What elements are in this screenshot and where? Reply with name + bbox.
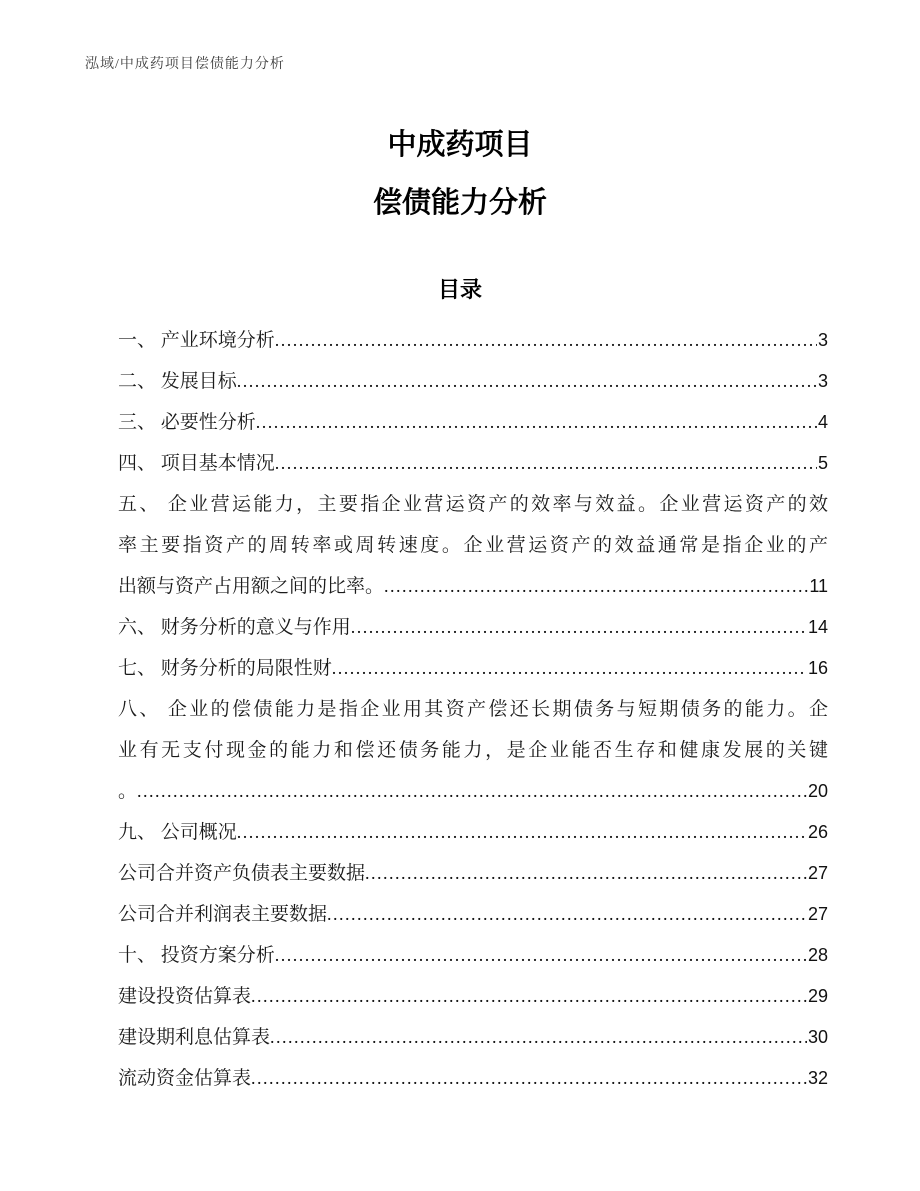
document-header-watermark: 泓域/中成药项目偿债能力分析: [85, 57, 285, 72]
toc-entry-text: 出额与资产占用额之间的比率。: [118, 576, 385, 597]
toc-entry-text: 建设期利息估算表: [118, 1027, 271, 1048]
toc-page-number: 27: [807, 904, 828, 924]
toc-entry-text: 七、 财务分析的局限性财: [118, 658, 332, 679]
dot-leader: [351, 607, 807, 648]
toc-entry-line-last: [118, 443, 828, 484]
toc-entry[interactable]: [118, 812, 828, 853]
toc-entry-line-last: [118, 648, 828, 689]
dot-leader: [275, 443, 817, 484]
toc-entry-line-last: [118, 1058, 828, 1099]
dot-leader: [384, 566, 808, 607]
toc-entry-text: 。: [118, 781, 138, 802]
dot-leader: [332, 648, 807, 689]
toc-entry[interactable]: [118, 853, 828, 894]
toc-page-number: 20: [807, 781, 828, 801]
toc-entry-line-last: [118, 976, 828, 1017]
toc-entry[interactable]: [118, 689, 828, 812]
dot-leader: [251, 1058, 807, 1099]
toc-entry[interactable]: [118, 894, 828, 935]
toc-entry-text: 流动资金估算表: [118, 1068, 252, 1089]
toc-entry[interactable]: [118, 607, 828, 648]
dot-leader: [275, 320, 817, 361]
toc-entry-line-last: [118, 607, 828, 648]
toc-entry-line-last: [118, 402, 828, 443]
toc-entry[interactable]: [118, 361, 828, 402]
toc-page-number: 4: [817, 412, 828, 432]
dot-leader: [256, 402, 817, 443]
toc-page-number: 16: [807, 658, 828, 678]
toc-entry[interactable]: [118, 935, 828, 976]
toc-entry-line-last: [118, 935, 828, 976]
toc-page-number: 26: [807, 822, 828, 842]
toc-entry-line-last: [118, 894, 828, 935]
dot-leader: [237, 361, 817, 402]
toc-entry-text: 公司合并利润表主要数据: [118, 904, 328, 925]
dot-leader: [251, 976, 807, 1017]
toc-entry-text: 三、 必要性分析: [118, 412, 256, 433]
toc-entry[interactable]: [118, 1017, 828, 1058]
toc-entry-line: [118, 525, 828, 566]
toc-page-number: 14: [807, 617, 828, 637]
toc-entry[interactable]: [118, 648, 828, 689]
toc-page-number: 27: [807, 863, 828, 883]
toc-entry-text: 公司合并资产负债表主要数据: [118, 863, 366, 884]
toc-entry-text: 五、 企业营运能力，主要指企业营运资产的效率与效益。企业营运资产的效: [118, 494, 828, 515]
toc-entry-line-last: [118, 771, 828, 812]
dot-leader: [365, 853, 807, 894]
toc-page-number: 3: [817, 330, 828, 350]
toc-page-number: 11: [809, 576, 828, 596]
toc-page-number: 5: [817, 453, 828, 473]
toc-entry-line: [118, 730, 828, 771]
toc-list: [118, 320, 828, 1099]
toc-entry-text: 八、 企业的偿债能力是指企业用其资产偿还长期债务与短期债务的能力。企: [118, 699, 828, 720]
toc-entry-text: 四、 项目基本情况: [118, 453, 275, 474]
toc-entry-text: 六、 财务分析的意义与作用: [118, 617, 351, 638]
dot-leader: [270, 1017, 807, 1058]
document-title: 中成药项目: [387, 127, 533, 161]
toc-entry[interactable]: [118, 443, 828, 484]
document-subtitle: 偿债能力分析: [372, 185, 547, 219]
toc-heading: 目录: [437, 278, 482, 303]
toc-entry[interactable]: [118, 320, 828, 361]
dot-leader: [237, 812, 807, 853]
toc-entry-line-last: [118, 1017, 828, 1058]
toc-entry-text: 业有无支付现金的能力和偿还债务能力，是企业能否生存和健康发展的关键: [118, 740, 828, 761]
toc-entry-line: [118, 689, 828, 730]
toc-page-number: 29: [807, 986, 828, 1006]
toc-entry-line: [118, 484, 828, 525]
toc-entry-line-last: [118, 361, 828, 402]
toc-entry-text: 二、 发展目标: [118, 371, 237, 392]
toc-entry-line-last: [118, 566, 828, 607]
dot-leader: [327, 894, 807, 935]
dot-leader: [137, 771, 807, 812]
toc-page-number: 3: [817, 371, 828, 391]
toc-entry[interactable]: [118, 976, 828, 1017]
toc-entry-line-last: [118, 812, 828, 853]
toc-page-number: 30: [807, 1027, 828, 1047]
toc-entry-text: 率主要指资产的周转率或周转速度。企业营运资产的效益通常是指企业的产: [118, 535, 828, 556]
toc-entry-text: 建设投资估算表: [118, 986, 252, 1007]
toc-page-number: 32: [807, 1068, 828, 1088]
toc-entry-line-last: [118, 853, 828, 894]
toc-entry[interactable]: [118, 484, 828, 607]
toc-entry-line-last: [118, 320, 828, 361]
toc-page-number: 28: [807, 945, 828, 965]
toc-entry-text: 十、 投资方案分析: [118, 945, 275, 966]
dot-leader: [275, 935, 807, 976]
toc-entry[interactable]: [118, 402, 828, 443]
toc-entry-text: 九、 公司概况: [118, 822, 237, 843]
toc-entry[interactable]: [118, 1058, 828, 1099]
toc-entry-text: 一、 产业环境分析: [118, 330, 275, 351]
